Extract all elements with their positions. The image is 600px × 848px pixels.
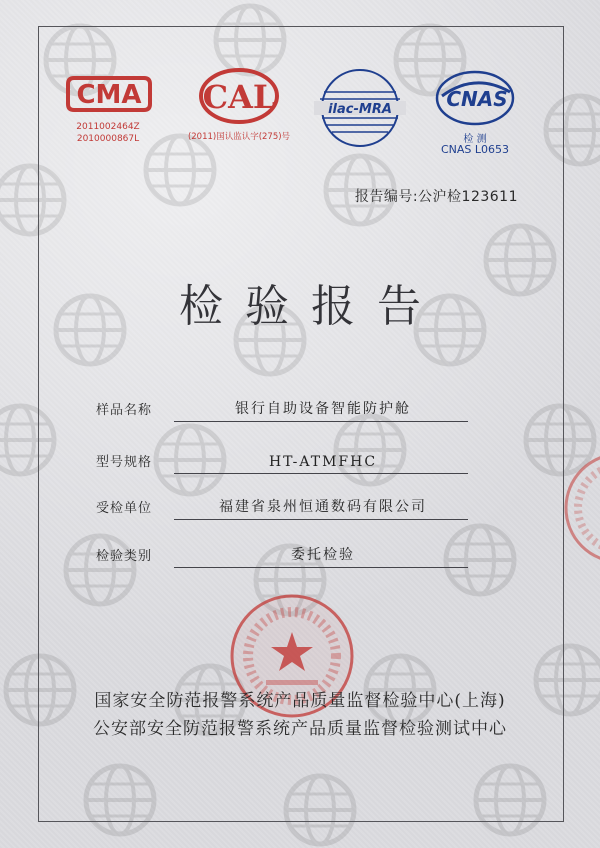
field-row-inspection-type xyxy=(96,540,468,568)
cma-mark-text: CMA xyxy=(76,80,142,110)
institution-name-ministry: 公安部安全防范报警系统产品质量监督检验测试中心 xyxy=(93,719,507,739)
field-label: 检验类别 xyxy=(96,549,153,564)
cal-mark-text: CAL xyxy=(202,78,276,116)
cal-mark-icon xyxy=(196,66,282,126)
cal-caption: (2011)国认监认字(275)号 xyxy=(187,132,291,142)
field-value: 委托检验 xyxy=(291,547,355,563)
field-row-inspected-unit xyxy=(96,492,468,520)
field-value: HT-ATMFHC xyxy=(268,454,378,470)
institution-name-national: 国家安全防范报警系统产品质量监督检验中心(上海) xyxy=(94,691,506,711)
field-row-model-spec xyxy=(96,446,468,474)
cnas-mark-icon xyxy=(432,66,518,128)
cnas-sub-label: 检 测 xyxy=(463,134,487,145)
ilac-mra-icon xyxy=(310,66,410,150)
underline-divider xyxy=(174,421,468,422)
cnas-mark-text: CNAS xyxy=(446,87,508,111)
ilac-mark-text: ilac-MRA xyxy=(328,102,392,117)
field-value: 银行自助设备智能防护舱 xyxy=(235,401,411,417)
partial-seal-stamp xyxy=(560,448,600,568)
cma-number-1: 2011002464Z xyxy=(76,122,140,132)
report-number: 报告编号:公沪检123611 xyxy=(354,189,518,205)
field-value: 福建省泉州恒通数码有限公司 xyxy=(219,499,427,515)
page-title: 检验报告 xyxy=(179,281,443,332)
cma-mark-icon xyxy=(64,72,154,116)
cnas-code: CNAS L0653 xyxy=(440,143,510,156)
underline-divider xyxy=(174,473,468,474)
field-row-sample-name xyxy=(96,394,468,422)
field-label: 受检单位 xyxy=(96,501,153,516)
underline-divider xyxy=(174,519,468,520)
underline-divider xyxy=(174,567,468,568)
field-label: 样品名称 xyxy=(96,403,153,418)
field-label: 型号规格 xyxy=(96,455,153,470)
cma-number-2: 2010000867L xyxy=(76,134,140,144)
